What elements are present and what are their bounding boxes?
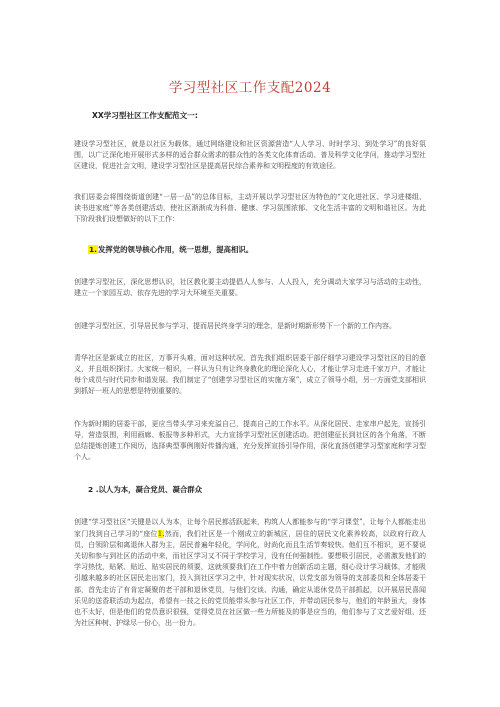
- paragraph-2: 我们居委会将围绕街道创建“一居一品”的总体目标，主动开展以学习型社区为特色的“文化进社区、学习进楼组、读书进家庭”等各类创建活动，使社区渐渐成为科普、健康、学习氛围浓郁、文化生活丰富的文明和谐社区。为此下阶段我们设想做好的以下工作：: [74, 192, 426, 224]
- paragraph-7-highlight: 1.: [157, 529, 165, 538]
- heading-2-text: .以人为本，凝合党员、凝合群众: [95, 485, 203, 495]
- document-subtitle: XX学习型社区工作支配范文一:: [92, 111, 198, 120]
- document-title: 学习型社区工作支配2024: [168, 80, 332, 96]
- intro-paragraph: 建设学习型社区，就是以社区为载体，通过网络建设和社区资源营造“人人学习、时时学习、到处学习”的良好氛围，以广泛深化地开展形式多样的适合群众需求的群众性的各类文化体育活动、普及科学文化学问，推动学习型社区建设，促进社会文明，建设学习型社区是提高居民综合素养和文明程度的有效途径。: [74, 140, 426, 171]
- section-heading-1: [88, 244, 426, 256]
- paragraph-7-part-a: 创建“学习型社区“关键是以人为本，让每个居民都活跃起来，构筑人人都能参与的“学习课堂”，让每个人都能走出家门找到自己学习的“座位: [74, 518, 426, 538]
- paragraph-7: [74, 517, 426, 629]
- heading-1-text: 发挥党的领导核心作用，统一思想，提高相识。: [97, 245, 254, 255]
- paragraph-3: 创建学习型社区，深化思想认识，社区教化要主动提倡人人参与、人人投入，充分调动大家学习与活动的主动性，建立一个家园互动、依存先进的学习大环境至关重要。: [74, 278, 426, 298]
- document-body: [74, 110, 426, 629]
- paragraph-6: 作为新时期的居委干部，更应当带头学习来充溢自己，提高自己的工作水平。从深化居民、走家串户起先，宣扬引导，营造氛围，利用画廊、板报等多种形式，大力宣扬学习型社区创建活动。把创建征长到社区的各个角落，不断总结提炼创建工作阅历，选择典型事例刚好传播沟通，充分发挥宣扬引导作用，深化直扬创建学习型家庭和学习型个人。: [74, 419, 426, 462]
- heading-1-number: 1.: [89, 245, 97, 255]
- paragraph-7-part-b: 然而，我们社区是一个刚成立的新城区，居住的居民文化素养较高，以政府行政人员、白领阶层和离退休人群为主，居民普遍年轻化，学问化，时尚化而且生活节奏较快。他们互不相识，更不要说关切和参与到社区的活动中来，而社区学习又不同于学校学习，没有任何强制性。要想吸引居民，必需激发他们的学习热忱，贴紧、贴近、贴实居民的须要，这就须要我们在工作中着力创新活动主题，细心设计学习载体，才能吸引越来越多的社区居民走出家门，投入到社区学习之中，针对现实状况，以党支部为领导的支部委员和全体居委干部，首先走访了有肯定凝聚的老干部和退休党员，与他们交谈、沟通，确定从退休党员干部抓起，以开展居民喜闻乐见的送香联活动为起点，希望有一技之长的党员能带头参与社区工作，并带动居民参与，他们的年龄虽大，身体也不太好，但是他们的党员意识很强，觉得党员在社区做一些力所能及的事是应当的，他们参与了文艺爱好组，还为社区种树、护绿尽一份心，出一份力。: [74, 529, 426, 628]
- heading-2-number: 2: [88, 485, 94, 495]
- section-heading-2: [88, 484, 426, 496]
- paragraph-5: 青华社区是新成立的社区，万事开头难，面对这种状况，首先我们组织居委干部仔细学习建设学习型社区的目的意义，并且组织探讨。大家统一相识，一样认为只有让终身教化的理论深化人心，才能让学习走进千家万户，才能让每个成员与时代同步和谐发展。我们制定了“创建学习型社区的实施方案”，成立了领导小组，另一方面党支部相识到抓好一班人的思想是特别重要的。: [74, 353, 426, 396]
- paragraph-4: 创建学习型社区，引导居民参与学习，提而居民终身学习的理念，是新时期新形势下一个新的工作内容。: [74, 321, 396, 330]
